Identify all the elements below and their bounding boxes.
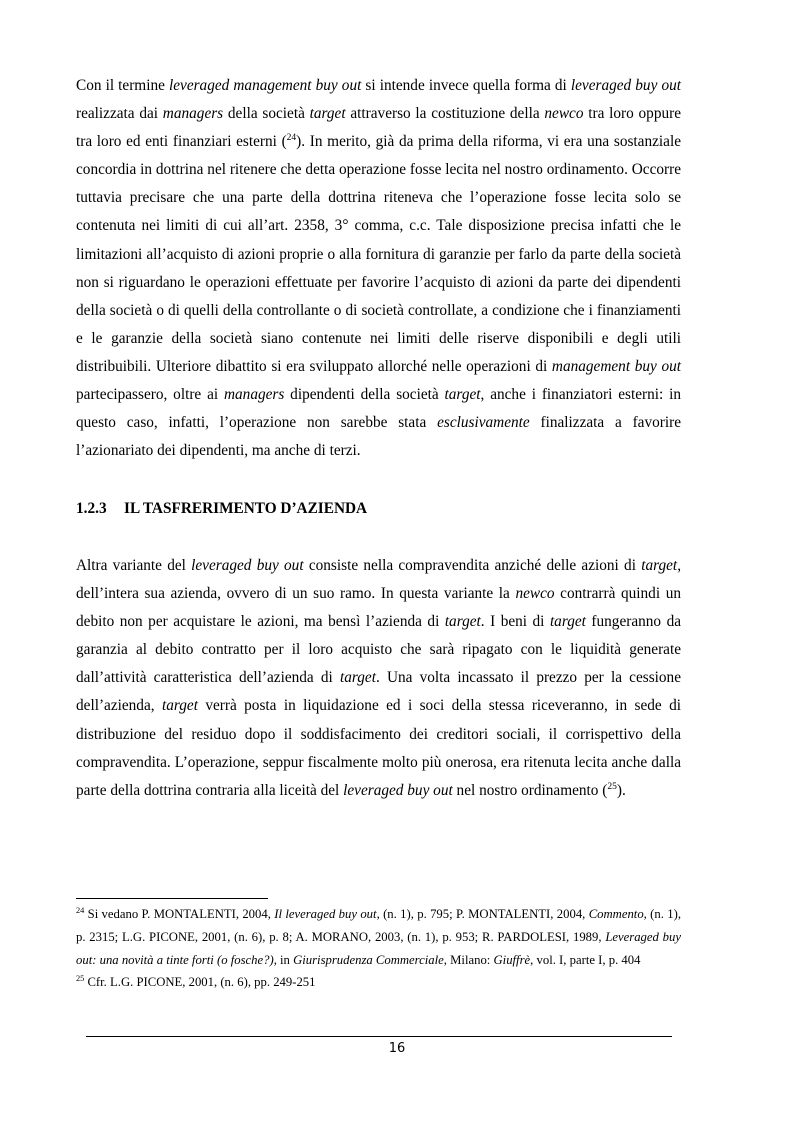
text-run: tra loro oppure tra loro ed enti finanziari esterni ( xyxy=(76,105,682,151)
text-run: . Una volta incassato il prezzo per la cessione dell’azienda, xyxy=(76,669,681,715)
italic-term: managers xyxy=(162,105,224,123)
italic-term: target xyxy=(161,697,198,715)
page-number: 16 xyxy=(388,1041,406,1056)
text-run: si intende invece quella forma di xyxy=(361,77,571,94)
footnote-24 xyxy=(76,903,681,971)
italic-title: Commento xyxy=(588,907,644,921)
footnote-ref-25: 25 xyxy=(607,781,617,792)
text-run: nel nostro ordinamento ( xyxy=(452,781,608,799)
italic-term: leveraged buy out xyxy=(191,557,304,574)
text-run: , (n. 1), p. 2315; L.G. PICONE, 2001, (n. 6), p. 8; A. MORANO, 2003, (n. 1), p. 953; R. PARDOLESI, 1989, xyxy=(76,907,682,944)
footnote-separator xyxy=(76,898,268,899)
italic-term: target xyxy=(444,613,481,631)
italic-title: Giurisprudenza Commerciale xyxy=(293,952,444,967)
italic-term: target xyxy=(549,613,586,631)
text-run: Cfr. L.G. PICONE, 2001, (n. 6), pp. 249-251 xyxy=(84,975,316,990)
footer-separator xyxy=(86,1036,672,1037)
text-run: . I beni di xyxy=(480,613,550,631)
italic-term: esclusivamente xyxy=(437,414,530,432)
italic-title: Il leveraged buy out xyxy=(274,907,377,921)
text-run: , (n. 1), p. 795; P. MONTALENTI, 2004, xyxy=(376,907,589,921)
italic-term: target xyxy=(444,386,481,404)
text-run: ). xyxy=(616,781,626,799)
text-run: Si vedano P. MONTALENTI, 2004, xyxy=(84,907,275,921)
text-run: attraverso la costituzione della xyxy=(345,105,545,123)
italic-term: target xyxy=(309,105,346,123)
section-title: IL TASFRERIMENTO D’AZIENDA xyxy=(124,500,368,517)
footnote-ref-24: 24 xyxy=(286,133,297,144)
paragraph-trasferimento-azienda xyxy=(76,552,681,805)
text-run: verrà posta in liquidazione ed i soci della stessa riceveranno, in sede di distribuzione del residuo dopo il soddisfacimento dei creditori sociali, il corrispettivo della compravendita. L’operazione, seppur fiscalmente molto più onerosa, era ritenuta lecita anche dalla parte della dottrina contraria alla liceità del xyxy=(76,697,682,799)
italic-term: newco xyxy=(544,105,584,123)
section-heading xyxy=(76,500,367,518)
italic-term: management buy out xyxy=(551,357,681,375)
footnotes xyxy=(76,903,681,994)
italic-term: leveraged buy out xyxy=(570,77,681,94)
text-run: della società xyxy=(223,105,310,123)
footnote-25 xyxy=(76,971,681,994)
text-run: Altra variante del xyxy=(76,557,192,574)
italic-title: Leveraged buy out: una novità a tinte forti (o fosche?) xyxy=(76,929,681,967)
italic-term: target xyxy=(339,669,376,687)
paragraph-leveraged-management-buy-out xyxy=(76,72,681,465)
text-run: partecipassero, oltre ai xyxy=(76,386,224,404)
footnote-number: 24 xyxy=(76,906,85,915)
italic-term: newco xyxy=(515,585,555,603)
footnote-number: 25 xyxy=(76,974,85,984)
text-run: realizzata dai xyxy=(76,105,163,123)
text-run: , vol. I, parte I, p. 404 xyxy=(530,952,641,967)
italic-title: Giuffrè xyxy=(493,952,531,967)
text-run: contrarrà quindi un debito non per acquistare le azioni, ma bensì l’azienda di xyxy=(76,585,681,631)
text-run: fungeranno da garanzia al debito contratto per il loro acquisto che sarà ripagato con le liquidità generate dall’attività caratteristica dell’azienda di xyxy=(76,613,682,687)
text-run: Con il termine xyxy=(76,77,169,94)
section-number: 1.2.3 xyxy=(76,500,107,517)
italic-term: target xyxy=(641,557,678,574)
italic-term: leveraged buy out xyxy=(343,781,453,799)
text-run: finalizzata a favorire l’azionariato dei dipendenti, ma anche di terzi. xyxy=(76,414,681,460)
text-run: , dell’intera sua azienda, ovvero di un suo ramo. In questa variante la xyxy=(76,557,682,603)
text-run: consiste nella compravendita anziché delle azioni di xyxy=(303,557,642,574)
text-run: , anche i finanziatori esterni: in questo caso, infatti, l’operazione non sarebbe stata xyxy=(76,386,681,432)
text-run: dipendenti della società xyxy=(284,386,445,404)
italic-term: managers xyxy=(223,386,285,404)
italic-term: leveraged management buy out xyxy=(168,77,362,94)
text-run: , Milano: xyxy=(443,952,494,967)
text-run: , in xyxy=(273,952,294,967)
text-run: ). In merito, già da prima della riforma, vi era una sostanziale concordia in dottrina nel ritenere che detta operazione fosse lecita nel nostro ordinamento. Occorre tuttavia precisare che una parte della dottrina riteneva che l’operazione fosse lecita solo se contenuta nei limiti di cui all’art. 2358, 3° comma, c.c. Tale disposizione precisa infatti che le limitazioni all’acquisto di azioni proprie o alla fornitura di garanzie per farlo da parte della società non si riguardano le operazioni effettuate per favorire l’acquisto di azioni da parte dei dipendenti della società o di quelli della controllante o di società controllate, a condizione che i finanziamenti e le garanzie della società siano contenute nei limiti delle riserve disponibili e degli utili distribuibili. Ulteriore dibattito si era sviluppato allorché nelle operazioni di xyxy=(76,133,681,375)
